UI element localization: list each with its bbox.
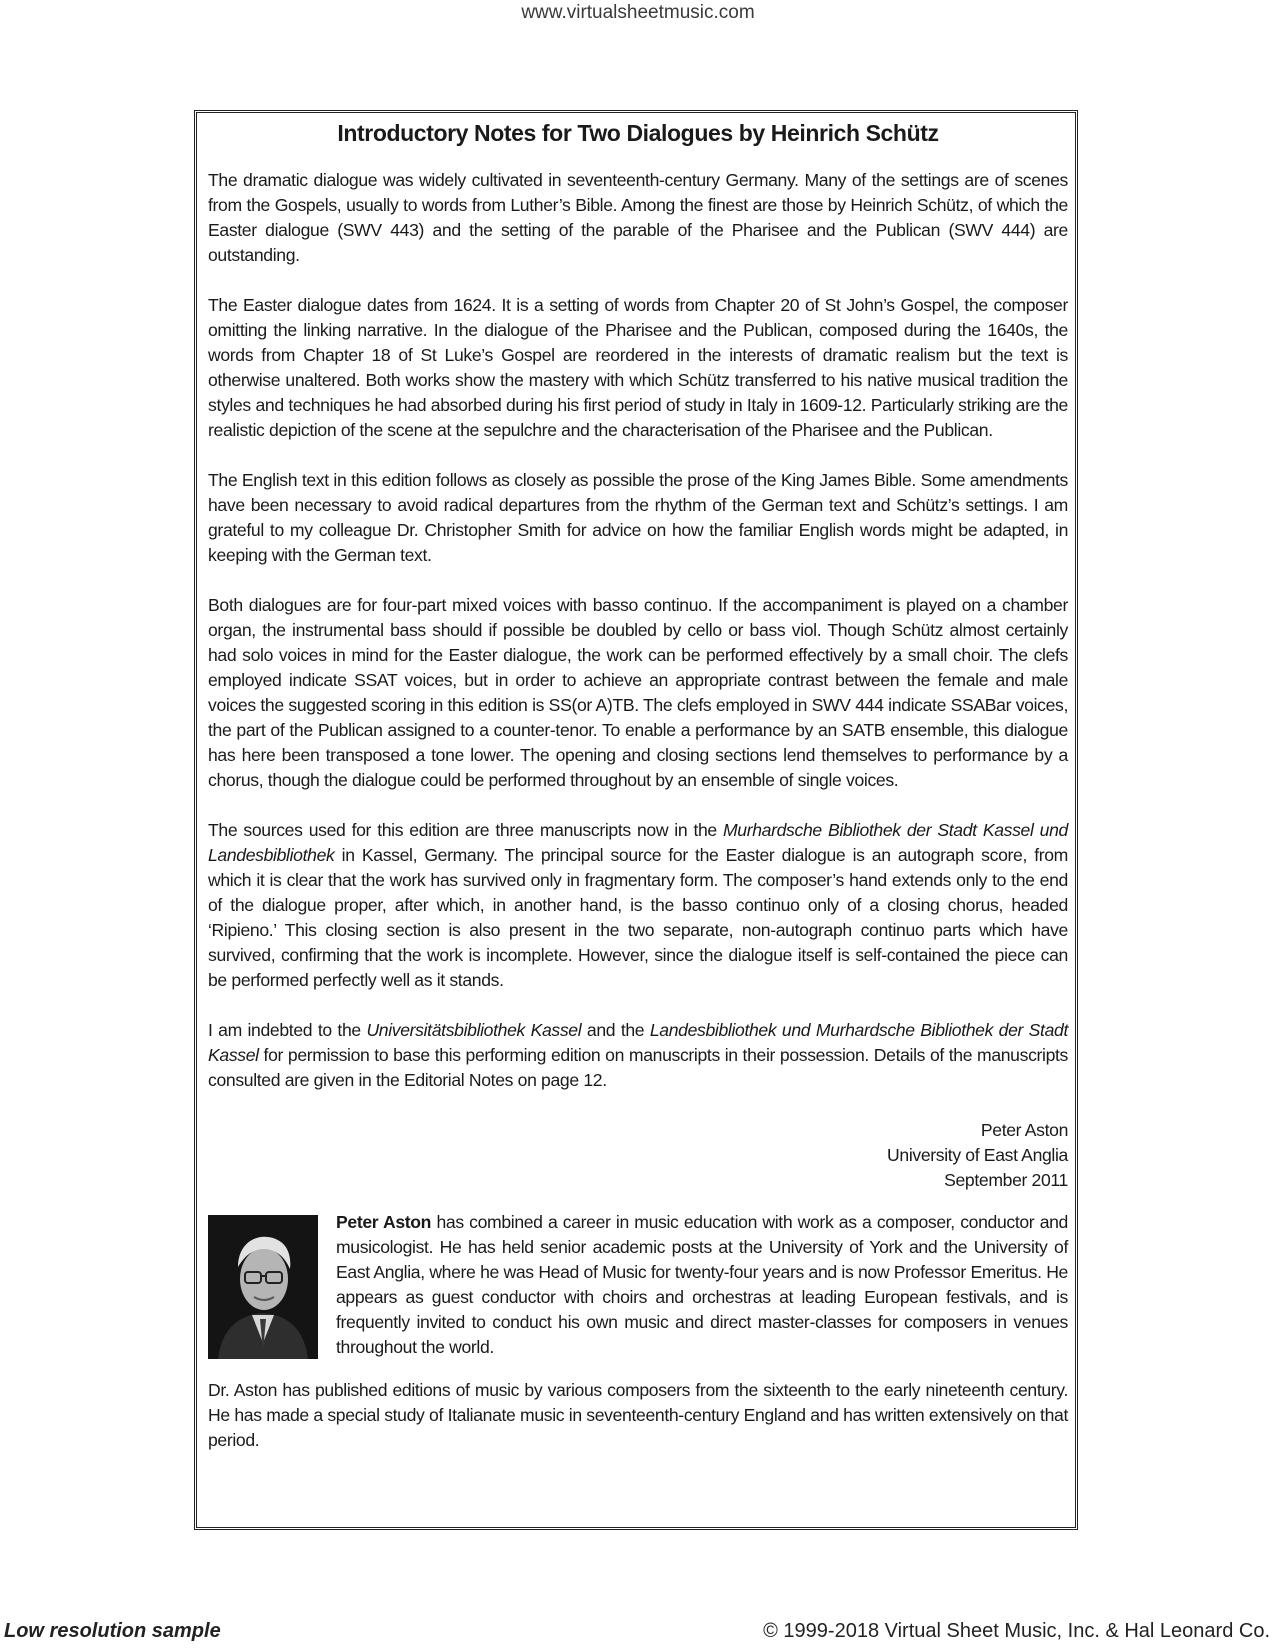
signature-affiliation: University of East Anglia xyxy=(887,1145,1068,1165)
sources-text-before: The sources used for this edition are three manuscripts now in the xyxy=(208,820,723,840)
thanks-library-name-2: Landesbibliothek und Murhardsche Bibliothek der Stadt Kassel xyxy=(208,1020,1068,1065)
copyright-notice: © 1999-2018 Virtual Sheet Music, Inc. & Hal Leonard Co. xyxy=(763,1620,1270,1642)
author-bio xyxy=(208,1210,1068,1360)
low-resolution-label: Low resolution sample xyxy=(4,1620,221,1642)
author-portrait-image xyxy=(208,1215,318,1359)
thanks-text-after: for permission to base this performing edition on manuscripts in their possession. Details of the manuscripts consulted are given in the Editorial Notes on page 12. xyxy=(208,1045,1068,1090)
document-content xyxy=(208,118,1068,1478)
paragraph-closing: Dr. Aston has published editions of music by various composers from the sixteenth to the early nineteenth century. He has made a special study of Italianate music in seventeenth-century England and has written extensively on that period. xyxy=(208,1380,1068,1450)
thanks-text-before: I am indebted to the xyxy=(208,1020,367,1040)
bio-text xyxy=(336,1210,1068,1360)
paragraph-english-text: The English text in this edition follows as closely as possible the prose of the King James Bible. Some amendments have been necessary to avoid radical departures from the rhythm of the German text and Schütz’s settings. I am grateful to my colleague Dr. Christopher Smith for advice on how the familiar English words might be adapted, in keeping with the German text. xyxy=(208,470,1068,565)
paragraph-intro: The dramatic dialogue was widely cultivated in seventeenth-century Germany. Many of the settings are of scenes from the Gospels, usually to words from Luther’s Bible. Among the finest are those by Heinrich Schütz, of which the Easter dialogue (SWV 443) and the setting of the parable of the Pharisee and the Publican (SWV 444) are outstanding. xyxy=(208,170,1068,265)
sources-library-name: Murhardsche Bibliothek der Stadt Kassel und Landesbibliothek xyxy=(208,820,1068,865)
paragraph-scoring: Both dialogues are for four-part mixed voices with basso continuo. If the accompaniment is played on a chamber organ, the instrumental bass should if possible be doubled by cello or bass viol. Though Schütz almost certainly had solo voices in mind for the Easter dialogue, the work can be performed effectively by a small choir. The clefs employed indicate SSAT voices, but in order to achieve an appropriate contrast between the female and male voices the suggested scoring in this edition is SS(or A)TB. The clefs employed in SWV 444 indicate SSABar voices, the part of the Publican assigned to a counter-tenor. To enable a performance by an SATB ensemble, this dialogue has here been transposed a tone lower. The opening and closing sections lend themselves to performance by a chorus, though the dialogue could be performed throughout by an ensemble of single voices. xyxy=(208,595,1068,790)
thanks-text-middle: and the xyxy=(581,1020,650,1040)
sources-text-after: in Kassel, Germany. The principal source for the Easter dialogue is an autograph score, from which it is clear that the work has survived only in fragmentary form. The composer’s hand extends only to the end of the dialogue proper, after which, in another hand, is the basso continuo only of a closing chorus, headed ‘Ripieno.’ This closing section is also present in the two separate, non-autograph continuo parts which have survived, confirming that the work is incomplete. However, since the dialogue itself is self-contained the piece can be performed perfectly well as it stands. xyxy=(208,845,1068,990)
bio-name: Peter Aston xyxy=(336,1212,432,1232)
site-url: www.virtualsheetmusic.com xyxy=(521,2,755,23)
signature-block xyxy=(208,1118,1068,1193)
paragraph-acknowledgements xyxy=(208,1018,1068,1093)
author-photo xyxy=(208,1215,318,1359)
page-title: Introductory Notes for Two Dialogues by Heinrich Schütz xyxy=(337,120,939,146)
signature-name: Peter Aston xyxy=(980,1120,1068,1140)
signature-date: September 2011 xyxy=(944,1170,1068,1190)
paragraph-easter-dialogue: The Easter dialogue dates from 1624. It is a setting of words from Chapter 20 of St John’s Gospel, the composer omitting the linking narrative. In the dialogue of the Pharisee and the Publican, composed during the 1640s, the words from Chapter 18 of St Luke’s Gospel are reordered in the interests of dramatic realism but the text is otherwise unaltered. Both works show the mastery with which Schütz transferred to his native musical tradition the styles and techniques he had absorbed during his first period of study in Italy in 1609-12. Particularly striking are the realistic depiction of the scene at the sepulchre and the characterisation of the Pharisee and the Publican. xyxy=(208,295,1068,440)
paragraph-sources xyxy=(208,818,1068,993)
thanks-library-name-1: Universitätsbibliothek Kassel xyxy=(366,1020,582,1040)
bio-body: has combined a career in music education with work as a composer, conductor and musicologist. He has held senior academic posts at the University of York and the University of East Anglia, where he was Head of Music for twenty-four years and is now Professor Emeritus. He appears as guest conductor with choirs and orchestras at leading European festivals, and is frequently invited to conduct his own music and direct master-classes for composers in venues throughout the world. xyxy=(336,1212,1068,1357)
